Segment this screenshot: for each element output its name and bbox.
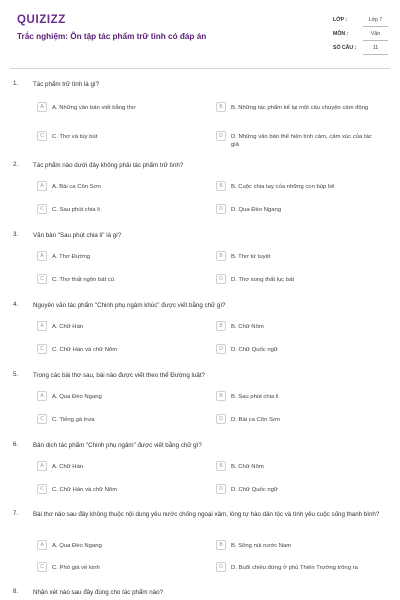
option-text: A. Qua Đèo Ngang: [52, 393, 102, 400]
option-text: B. Chữ Nôm: [231, 463, 264, 470]
question-text: Văn bản "Sau phút chia li" là gì?: [33, 232, 122, 239]
option-text: C. Phò giá về kinh: [52, 564, 100, 571]
option-text: C. Chữ Hán và chữ Nôm: [52, 486, 118, 493]
option-letter: C: [37, 274, 47, 284]
option-letter: D: [216, 562, 226, 572]
option-letter: D: [216, 344, 226, 354]
question-text: Tác phẩm trữ tình là gì?: [33, 81, 100, 88]
meta-question-count: [333, 43, 388, 57]
question-text: Nguyên văn tác phẩm "Chinh phụ ngâm khúc" được viết bằng chữ gì?: [33, 302, 226, 309]
option-letter: A: [37, 321, 47, 331]
option-letter: D: [216, 131, 226, 141]
question-number: 6.: [13, 441, 19, 448]
option-text: C. Tiếng gà trưa: [52, 416, 95, 423]
option-letter: A: [37, 251, 47, 261]
option-text: D. Chữ Quốc ngữ: [231, 346, 278, 353]
option-letter: B: [216, 391, 226, 401]
option-letter: C: [37, 414, 47, 424]
option-letter: B: [216, 540, 226, 550]
question-number: 3.: [13, 231, 19, 238]
option-letter: A: [37, 391, 47, 401]
question-text: Trong các bài thơ sau, bài nào được viết theo thể Đường luật?: [33, 372, 205, 379]
option-letter: B: [216, 181, 226, 191]
question-text: Nhận xét nào sau đây đúng cho tác phẩm nào?: [33, 589, 164, 596]
quizizz-logo: QUIZIZZ: [17, 14, 66, 26]
option-text: A. Những văn bản viết bằng thơ: [52, 104, 136, 111]
option-text: D. Những văn bản thể hiện tình cảm, cảm xúc của tác giả: [231, 133, 372, 148]
meta-underline: [363, 40, 388, 41]
option-letter: D: [216, 274, 226, 284]
question-number: 4.: [13, 301, 19, 308]
option-text: C. Thơ và tùy bút: [52, 133, 98, 140]
meta-count-value: 11: [372, 45, 379, 51]
option-text: B. Sau phút chia li: [231, 393, 279, 400]
meta-grade: [333, 15, 388, 29]
option-letter: B: [216, 321, 226, 331]
question-number: 5.: [13, 371, 19, 378]
option-text: B. Những tác phẩm kể lại một câu chuyện cảm động: [231, 104, 369, 111]
header-divider: [10, 68, 390, 69]
option-letter: B: [216, 251, 226, 261]
option-text: D. Thơ song thất lục bát: [231, 276, 295, 283]
meta-subject-label: MÔN :: [333, 31, 349, 37]
option-text: B. Thơ tứ tuyệt: [231, 253, 271, 260]
meta-count-label: SỐ CÂU :: [333, 45, 357, 51]
question-number: 8.: [13, 588, 19, 595]
meta-subject: [333, 29, 388, 43]
option-letter: D: [216, 204, 226, 214]
meta-underline: [363, 54, 388, 55]
option-letter: C: [37, 204, 47, 214]
worksheet-header: [0, 0, 400, 70]
option-letter: B: [216, 102, 226, 112]
option-text: D. Qua Đèo Ngang: [231, 206, 282, 213]
worksheet-title: Trắc nghiệm: Ôn tập tác phẩm trữ tình có đáp án: [17, 32, 207, 41]
option-letter: B: [216, 461, 226, 471]
option-text: A. Thơ Đường: [52, 253, 91, 260]
option-text: A. Chữ Hán: [52, 463, 84, 470]
option-text: D. Buổi chiều đứng ở phủ Thiên Trường trông ra: [231, 564, 358, 571]
question-number: 1.: [13, 80, 19, 87]
meta-grade-label: LỚP :: [333, 17, 348, 23]
question-text: Tác phẩm nào dưới đây không phải tác phẩm trữ tình?: [33, 162, 184, 169]
option-letter: C: [37, 344, 47, 354]
option-text: C. Sau phút chia li: [52, 206, 100, 213]
option-letter: D: [216, 484, 226, 494]
option-letter: A: [37, 540, 47, 550]
option-letter: C: [37, 131, 47, 141]
option-letter: D: [216, 414, 226, 424]
option-letter: C: [37, 562, 47, 572]
option-letter: A: [37, 181, 47, 191]
question-number: 2.: [13, 161, 19, 168]
meta-grade-value: Lớp 7: [368, 17, 383, 23]
option-text: A. Chữ Hán: [52, 323, 84, 330]
question-text: Bản dịch tác phẩm "Chinh phụ ngâm" được viết bằng chữ gì?: [33, 442, 202, 449]
option-letter: A: [37, 461, 47, 471]
option-text: B. Cuộc chia tay của những con búp bê: [231, 183, 335, 190]
question-number: 7.: [13, 510, 19, 517]
option-text: C. Chữ Hán và chữ Nôm: [52, 346, 118, 353]
meta-subject-value: Văn: [370, 31, 381, 37]
option-text: B. Sông núi nước Nam: [231, 542, 292, 549]
meta-underline: [363, 26, 388, 27]
option-text: A. Qua Đèo Ngang: [52, 542, 102, 549]
option-text: A. Bài ca Côn Sơn: [52, 183, 101, 190]
option-letter: A: [37, 102, 47, 112]
option-text: D. Chữ Quốc ngữ: [231, 486, 278, 493]
question-text: Bài thơ nào sau đây không thuộc nội dung yêu nước chống ngoại xâm, lòng tự hào dân tộc và tình yêu cuộc sống thanh bình?: [33, 511, 380, 518]
option-text: C. Thơ thất ngôn bát cú: [52, 276, 115, 283]
option-text: B. Chữ Nôm: [231, 323, 264, 330]
option-letter: C: [37, 484, 47, 494]
option-text: D. Bài ca Côn Sơn: [231, 416, 281, 423]
